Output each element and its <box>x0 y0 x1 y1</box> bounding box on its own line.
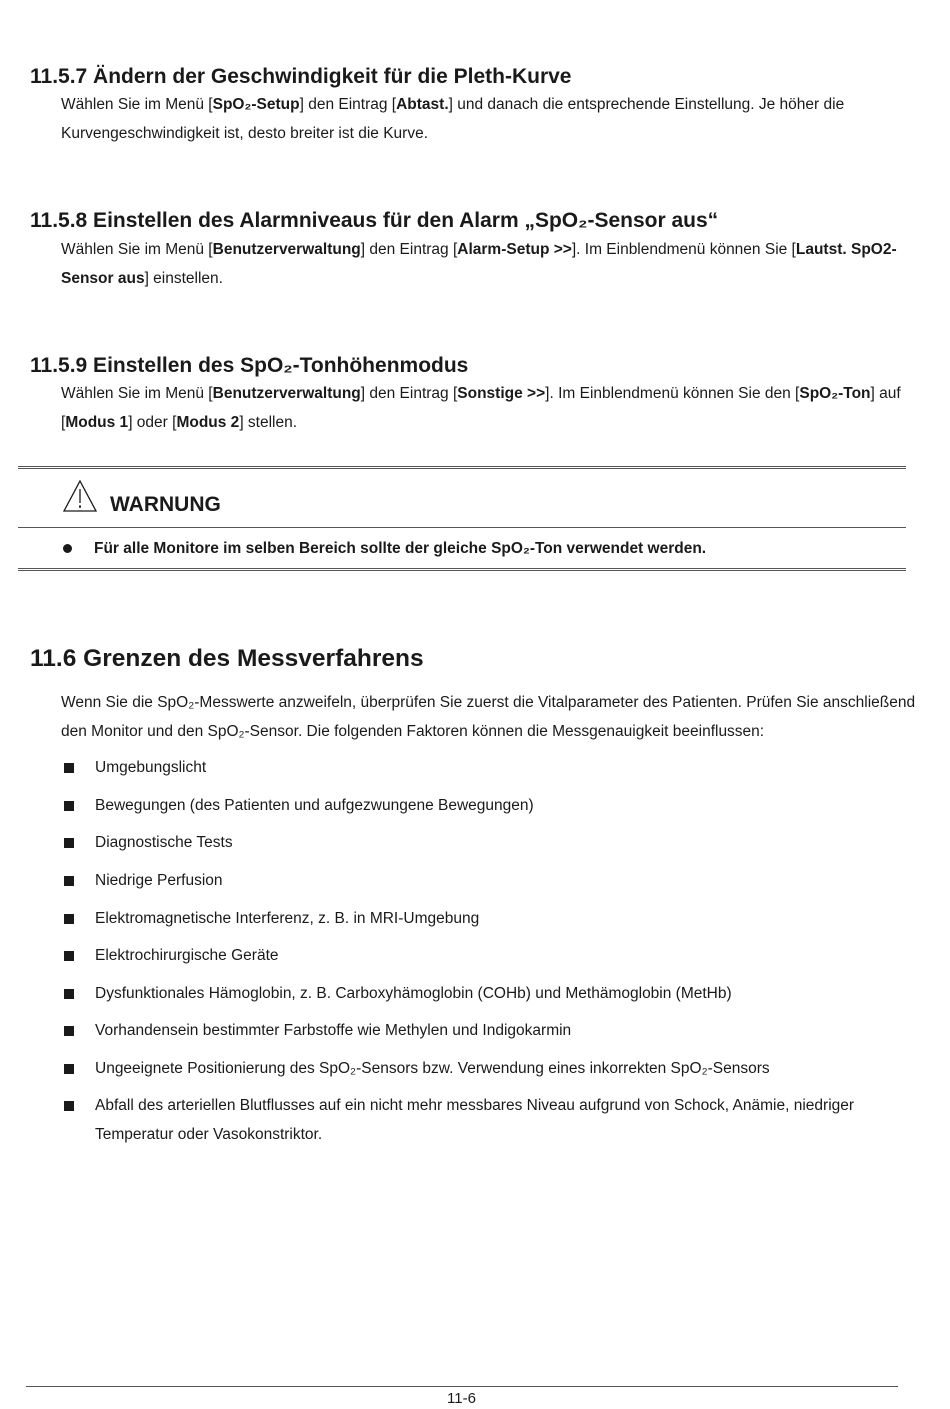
list-item: Vorhandensein bestimmter Farbstoffe wie Methylen und Indigokarmin <box>95 1016 895 1045</box>
section-body-11-5-8: Wählen Sie im Menü [Benutzerverwaltung] den Eintrag [Alarm-Setup >>]. Im Einblendmenü können Sie [Lautst. SpO2-Sensor aus] einstellen. <box>61 241 897 287</box>
square-bullet-icon <box>64 1026 74 1036</box>
square-bullet-icon <box>64 801 74 811</box>
list-item: Abfall des arteriellen Blutflusses auf ein nicht mehr messbares Niveau aufgrund von Schock, Anämie, niedriger Temperatur oder Vasokonstriktor. <box>95 1091 895 1149</box>
square-bullet-icon <box>64 838 74 848</box>
square-bullet-icon <box>64 989 74 999</box>
list-item: Elektrochirurgische Geräte <box>95 941 895 970</box>
warning-triangle-icon <box>62 479 98 513</box>
list-item: Elektromagnetische Interferenz, z. B. in MRI-Umgebung <box>95 904 895 933</box>
square-bullet-icon <box>64 1064 74 1074</box>
section-body-11-5-7: Wählen Sie im Menü [SpO₂-Setup] den Eintrag [Abtast.] und danach die entsprechende Einstellung. Je höher die Kurvengeschwindigkeit ist, desto breiter ist die Kurve. <box>61 96 845 142</box>
square-bullet-icon <box>64 763 74 773</box>
section-body-11-5-9: Wählen Sie im Menü [Benutzerverwaltung] den Eintrag [Sonstige >>]. Im Einblendmenü können Sie den [SpO₂-Ton] auf [Modus 1] oder [Modus 2] stellen. <box>61 385 901 431</box>
square-bullet-icon <box>64 876 74 886</box>
square-bullet-icon <box>64 1101 74 1111</box>
section-title-11-6: 11.6 Grenzen des Messverfahrens <box>30 645 424 672</box>
section-title-11-5-7: 11.5.7 Ändern der Geschwindigkeit für die Pleth-Kurve <box>30 65 572 88</box>
list-item: Niedrige Perfusion <box>95 866 895 895</box>
list-item: Dysfunktionales Hämoglobin, z. B. Carboxyhämoglobin (COHb) und Methämoglobin (MetHb) <box>95 979 895 1008</box>
footer-rule <box>26 1386 898 1387</box>
warning-bullet-dot <box>63 544 72 553</box>
section-title-11-5-8: 11.5.8 Einstellen des Alarmniveaus für den Alarm „SpO₂-Sensor aus“ <box>30 209 719 232</box>
warning-top-rule <box>18 466 906 469</box>
list-item: Umgebungslicht <box>95 753 895 782</box>
list-item: Ungeeignete Positionierung des SpO₂-Sensors bzw. Verwendung eines inkorrekten SpO₂-Sensors <box>95 1054 895 1083</box>
warning-divider <box>18 527 906 528</box>
list-item: Diagnostische Tests <box>95 828 895 857</box>
list-item: Bewegungen (des Patienten und aufgezwungene Bewegungen) <box>95 791 895 820</box>
warning-title: WARNUNG <box>110 493 221 516</box>
section-title-11-5-9: 11.5.9 Einstellen des SpO₂-Tonhöhenmodus <box>30 354 469 377</box>
square-bullet-icon <box>64 951 74 961</box>
section-intro-11-6: Wenn Sie die SpO₂-Messwerte anzweifeln, überprüfen Sie zuerst die Vitalparameter des Patienten. Prüfen Sie anschließend den Monitor und den SpO₂-Sensor. Die folgenden Faktoren können die Messgenauigkeit beeinflussen: <box>61 694 916 740</box>
page-number: 11-6 <box>447 1390 476 1407</box>
warning-bottom-rule <box>18 568 906 571</box>
square-bullet-icon <box>64 914 74 924</box>
warning-item: Für alle Monitore im selben Bereich sollte der gleiche SpO₂-Ton verwendet werden. <box>94 540 707 557</box>
